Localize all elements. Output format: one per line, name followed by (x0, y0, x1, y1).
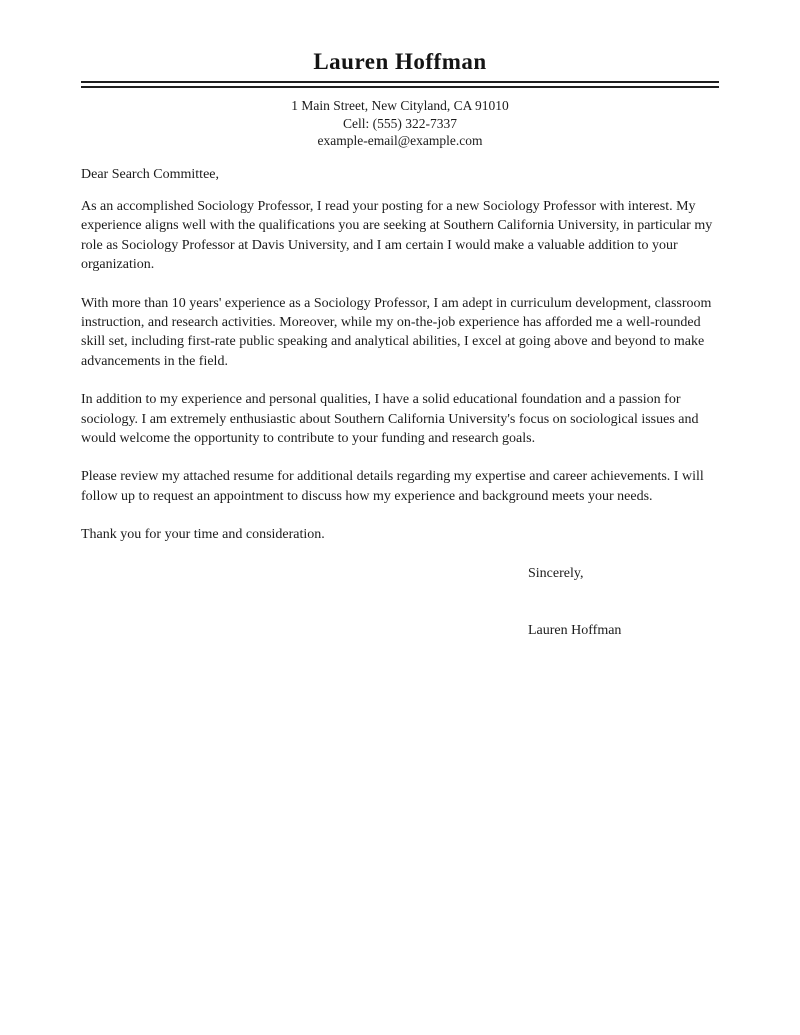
paragraph-experience: With more than 10 years' experience as a Sociology Professor, I am adept in curriculum development, classroom instruction, and research activities. Moreover, while my on-the-job experience has afforded me a well-rounded skill set, including first-rate public speaking and analytical abilities, I excel at going above and beyond to make advancements in the field. (81, 295, 712, 369)
paragraph-education: In addition to my experience and personal qualities, I have a solid educational foundation and a passion for sociology. I am extremely enthusiastic about Southern California University's focus on sociological issues and would welcome the opportunity to contribute to your funding and research goals. (81, 392, 699, 446)
closing-salutation: Sincerely, (528, 565, 584, 581)
signature-name: Lauren Hoffman (528, 623, 622, 638)
paragraph-introduction: As an accomplished Sociology Professor, I read your posting for a new Sociology Professor with interest. My experience aligns well with the qualifications you are seeking at Southern California University, in particular my role as Sociology Professor at Davis University, and I am certain I would make a valuable addition to your organization. (81, 198, 713, 273)
thank-you-line: Thank you for your time and consideration. (81, 527, 325, 543)
letter-author-name-title: Lauren Hoffman (313, 49, 487, 74)
header-divider-rule (81, 81, 719, 88)
contact-email: example-email@example.com (317, 133, 483, 148)
contact-address: 1 Main Street, New Cityland, CA 91010 (291, 98, 509, 113)
cover-letter (81, 0, 719, 640)
contact-block (81, 97, 719, 150)
contact-phone: Cell: (555) 322-7337 (343, 115, 457, 131)
paragraph-follow-up: Please review my attached resume for additional details regarding my expertise and career achievements. I will follow up to request an appointment to discuss how my experience and background meets your needs. (81, 469, 704, 504)
salutation: Dear Search Committee, (81, 166, 220, 182)
